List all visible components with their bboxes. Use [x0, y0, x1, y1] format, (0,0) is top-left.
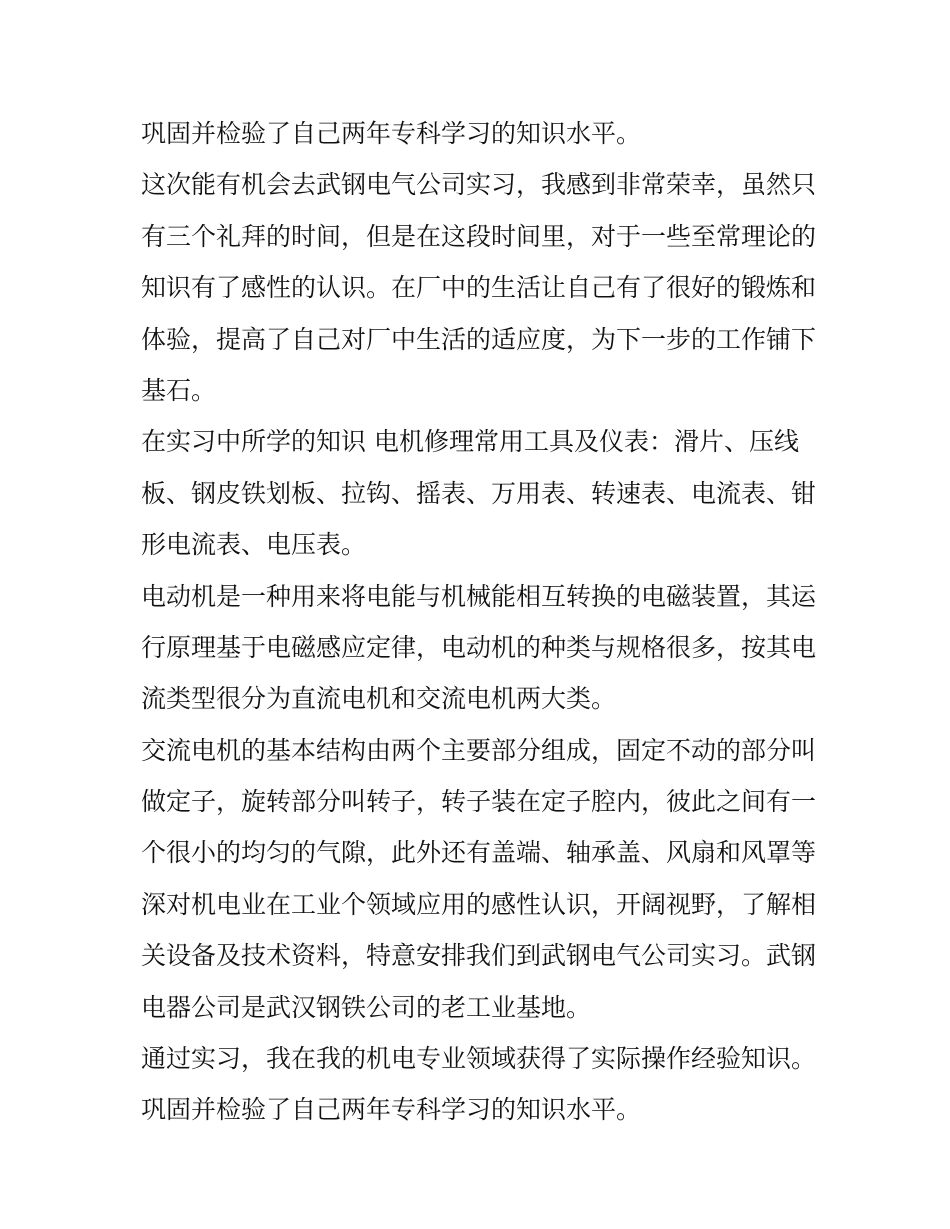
text-line: 板、钢皮铁划板、拉钩、摇表、万用表、转速表、电流表、钳 — [141, 478, 817, 508]
text-line: 流类型很分为直流电机和交流电机两大类。 — [141, 684, 617, 714]
text-line: 在实习中所学的知识 电机修理常用工具及仪表：滑片、压线 — [141, 427, 799, 457]
text-line: 深对机电业在工业个领域应用的感性认识，开阔视野，了解相 — [141, 889, 817, 919]
text-line: 行原理基于电磁感应定律，电动机的种类与规格很多，按其电 — [141, 632, 817, 662]
text-line: 体验，提高了自己对厂中生活的适应度，为下一步的工作铺下 — [141, 324, 817, 354]
text-line: 做定子，旋转部分叫转子，转子装在定子腔内，彼此之间有一 — [141, 787, 817, 817]
text-line: 基石。 — [141, 375, 217, 405]
text-line: 通过实习，我在我的机电专业领域获得了实际操作经验知识。 — [141, 1044, 817, 1074]
text-line: 交流电机的基本结构由两个主要部分组成，固定不动的部分叫 — [141, 735, 817, 765]
text-line: 电动机是一种用来将电能与机械能相互转换的电磁装置，其运 — [141, 581, 817, 611]
text-line: 知识有了感性的认识。在厂中的生活让自己有了很好的锻炼和 — [141, 273, 817, 303]
text-line: 巩固并检验了自己两年专科学习的知识水平。 — [141, 119, 642, 148]
text-line: 形电流表、电压表。 — [141, 530, 367, 560]
text-line: 关设备及技术资料，特意安排我们到武钢电气公司实习。武钢 — [141, 941, 817, 971]
text-line: 电器公司是武汉钢铁公司的老工业基地。 — [141, 992, 592, 1022]
text-line: 巩固并检验了自己两年专科学习的知识水平。 — [141, 1095, 642, 1125]
document-body — [141, 108, 817, 1136]
text-line: 个很小的均匀的气隙，此外还有盖端、轴承盖、风扇和风罩等 — [141, 838, 817, 868]
text-line: 这次能有机会去武钢电气公司实习，我感到非常荣幸，虽然只 — [141, 170, 817, 200]
text-line: 有三个礼拜的时间，但是在这段时间里，对于一些至常理论的 — [141, 221, 817, 251]
